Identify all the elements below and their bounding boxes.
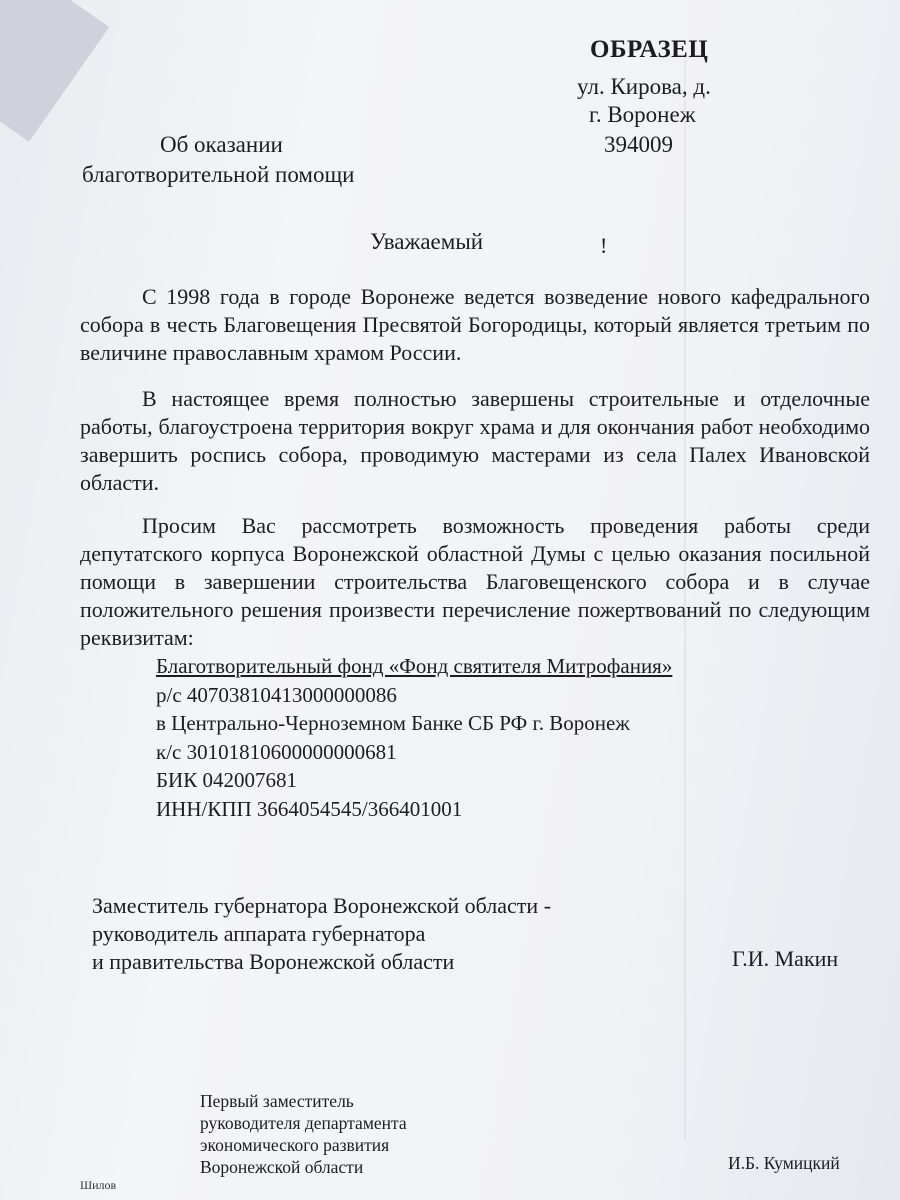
approver-title-line-2: руководителя департамента xyxy=(200,1113,407,1133)
subject-line-1: Об оказании xyxy=(160,132,283,157)
bank-name: в Центрально-Черноземном Банке СБ РФ г. Воронеж xyxy=(156,711,630,735)
signatory-title-line-2: руководитель аппарата губернатора xyxy=(92,921,426,946)
page-corner-shadow xyxy=(0,0,109,142)
approver-title-line-3: экономического развития xyxy=(200,1135,390,1155)
subject-line-2: благотворительной помощи xyxy=(82,162,355,187)
bank-requisites xyxy=(156,652,672,823)
approver-title-line-1: Первый заместитель xyxy=(200,1091,354,1111)
paragraph-2-block xyxy=(80,385,870,497)
approver-name: И.Б. Кумицкий xyxy=(728,1153,840,1173)
approver-title-line-4: Воронежской области xyxy=(200,1157,364,1177)
paragraph-3: Просим Вас рассмотреть возможность проведения работы среди депутатского корпуса Воронежской областной Думы с целью оказания посильной помощи в завершении строительства Благовещенского собора и в случае положительного решения произвести перечисление пожертвований по следующим реквизитам: xyxy=(80,513,870,650)
fund-name: Благотворительный фонд «Фонд святителя Митрофания» xyxy=(156,654,673,678)
bik-code: БИК 042007681 xyxy=(156,768,297,792)
inn-kpp: ИНН/КПП 3664054545/366401001 xyxy=(156,796,463,821)
signatory-name: Г.И. Макин xyxy=(732,946,839,971)
greeting: Уважаемый xyxy=(370,229,484,254)
signatory-title xyxy=(92,892,551,976)
signatory-title-line-1: Заместитель губернатора Воронежской области - xyxy=(92,893,552,918)
address-city: г. Воронеж xyxy=(589,102,696,127)
sample-stamp: ОБРАЗЕЦ xyxy=(590,36,709,63)
address-street: ул. Кирова, д. xyxy=(577,74,711,99)
paragraph-2: В настоящее время полностью завершены строительные и отделочные работы, благоустроена территория вокруг храма и для окончания работ необходимо завершить роспись собора, проводимую мастерами из села Палех Ивановской области. xyxy=(80,386,870,495)
paragraph-1-block xyxy=(80,283,870,367)
approver-title xyxy=(200,1090,407,1178)
address-postcode: 394009 xyxy=(604,132,673,157)
settlement-account: р/с 40703810413000000086 xyxy=(156,682,397,707)
greeting-exclamation: ! xyxy=(600,233,608,258)
paragraph-3-block xyxy=(80,512,870,652)
signatory-title-line-3: и правительства Воронежской области xyxy=(92,949,455,974)
executor-name: Шилов xyxy=(80,1178,117,1192)
paragraph-1: С 1998 года в городе Воронеже ведется возведение нового кафедрального собора в честь Благовещения Пресвятой Богородицы, который является третьим по величине православным храмом России. xyxy=(80,284,870,365)
correspondent-account: к/с 30101810600000000681 xyxy=(156,739,397,764)
